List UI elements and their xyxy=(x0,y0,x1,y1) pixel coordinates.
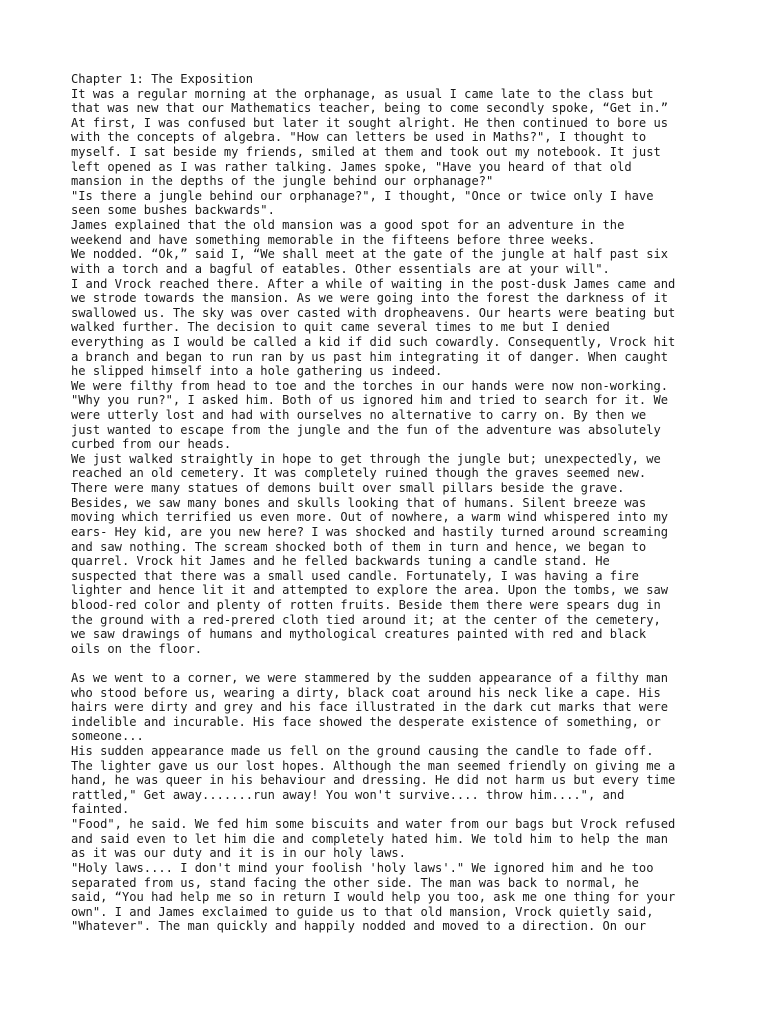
text-line: everything as I would be called a kid if did such cowardly. Consequently, Vrock hit xyxy=(71,334,676,349)
text-line: We were filthy from head to toe and the torches in our hands were now non-working. xyxy=(71,378,669,393)
text-line: a branch and began to run ran by us past him integrating it of danger. When caught xyxy=(71,349,669,364)
text-line: hand, he was queer in his behaviour and dressing. He did not harm us but every time xyxy=(71,773,676,788)
text-line: As we went to a corner, we were stammered by the sudden appearance of a filthy man xyxy=(71,670,669,685)
text-line: "Is there a jungle behind our orphanage?", I thought, "Once or twice only I have xyxy=(71,188,654,203)
text-line: quarrel. Vrock hit James and he felled backwards tuning a candle stand. He xyxy=(71,554,610,569)
text-line: that was new that our Mathematics teacher, being to come secondly spoke, “Get in.” xyxy=(71,101,669,116)
text-line: curbed from our heads. xyxy=(71,437,232,452)
text-line: rattled," Get away.......run away! You won't survive.... throw him....", and xyxy=(71,787,625,802)
text-line: hairs were dirty and grey and his face illustrated in the dark cut marks that were xyxy=(71,700,669,715)
text-line: suspected that there was a small used candle. Fortunately, I was having a fire xyxy=(71,568,639,583)
text-line: and said even to let him die and completely hated him. We told him to help the man xyxy=(71,831,669,846)
text-line: indelible and incurable. His face showed the desperate existence of something, or xyxy=(71,714,661,729)
text-line: It was a regular morning at the orphanage, as usual I came late to the class but xyxy=(71,86,654,101)
text-line: "Holy laws.... I don't mind your foolish 'holy laws'." We ignored him and he too xyxy=(71,860,654,875)
text-line: seen some bushes backwards". xyxy=(71,203,275,218)
text-line: "Why you run?", I asked him. Both of us ignored him and tried to search for it. We xyxy=(71,393,669,408)
text-line: we strode towards the mansion. As we were going into the forest the darkness of it xyxy=(71,291,669,306)
text-line: blood-red color and plenty of rotten fruits. Beside them there were spears dug in xyxy=(71,597,661,612)
text-line: fainted. xyxy=(71,802,130,817)
text-line: separated from us, stand facing the other side. The man was back to normal, he xyxy=(71,875,639,890)
text-line: mansion in the depths of the jungle behind our orphanage?" xyxy=(71,174,494,189)
text-line: "Whatever". The man quickly and happily nodded and moved to a direction. On our xyxy=(71,919,647,934)
text-line: oils on the floor. xyxy=(71,641,203,656)
text-line: reached an old cemetery. It was completely ruined though the graves seemed new. xyxy=(71,466,647,481)
text-line: weekend and have something memorable in the fifteens before three weeks. xyxy=(71,232,596,247)
text-line: and saw nothing. The scream shocked both of them in turn and hence, we began to xyxy=(71,539,647,554)
text-line: with the concepts of algebra. "How can letters be used in Maths?", I thought to xyxy=(71,130,647,145)
text-line: The lighter gave us our lost hopes. Although the man seemed friendly on giving me a xyxy=(71,758,676,773)
paragraph-gap xyxy=(71,656,711,671)
text-line: James explained that the old mansion was a good spot for an adventure in the xyxy=(71,218,625,233)
chapter-text xyxy=(71,72,711,934)
text-line: We just walked straightly in hope to get through the jungle but; unexpectedly, we xyxy=(71,451,661,466)
text-line: ears- Hey kid, are you new here? I was shocked and hastily turned around screaming xyxy=(71,524,669,539)
text-line: were utterly lost and had with ourselves no alternative to carry on. By then we xyxy=(71,408,647,423)
text-line: His sudden appearance made us fell on the ground causing the candle to fade off. xyxy=(71,744,654,759)
text-line: Besides, we saw many bones and skulls looking that of humans. Silent breeze was xyxy=(71,495,647,510)
text-line: lighter and hence lit it and attempted to explore the area. Upon the tombs, we saw xyxy=(71,583,669,598)
text-line: walked further. The decision to quit came several times to me but I denied xyxy=(71,320,610,335)
text-line: someone... xyxy=(71,729,144,744)
text-line: own". I and James exclaimed to guide us to that old mansion, Vrock quietly said, xyxy=(71,904,654,919)
text-line: myself. I sat beside my friends, smiled at them and took out my notebook. It just xyxy=(71,145,661,160)
text-line: moving which terrified us even more. Out of nowhere, a warm wind whispered into my xyxy=(71,510,669,525)
text-line: as it was our duty and it is in our holy laws. xyxy=(71,846,406,861)
text-line: we saw drawings of humans and mythological creatures painted with red and black xyxy=(71,627,647,642)
text-line: "Food", he said. We fed him some biscuits and water from our bags but Vrock refused xyxy=(71,817,676,832)
text-line: the ground with a red-prered cloth tied around it; at the center of the cemetery, xyxy=(71,612,661,627)
chapter-title: Chapter 1: The Exposition xyxy=(71,72,254,86)
text-line: There were many statues of demons built over small pillars beside the grave. xyxy=(71,481,625,496)
text-line: At first, I was confused but later it sought alright. He then continued to bore us xyxy=(71,115,669,130)
text-line: We nodded. “Ok,” said I, “We shall meet at the gate of the jungle at half past six xyxy=(71,247,669,262)
text-line: who stood before us, wearing a dirty, black coat around his neck like a cape. His xyxy=(71,685,661,700)
text-line: left opened as I was rather talking. James spoke, "Have you heard of that old xyxy=(71,159,632,174)
text-line: just wanted to escape from the jungle and the fun of the adventure was absolutely xyxy=(71,422,661,437)
text-line: swallowed us. The sky was over casted with dropheavens. Our hearts were beating but xyxy=(71,305,676,320)
text-line: he slipped himself into a hole gathering us indeed. xyxy=(71,364,443,379)
text-line: said, “You had help me so in return I would help you too, ask me one thing for your xyxy=(71,890,676,905)
text-line: with a torch and a bagful of eatables. Other essentials are at your will". xyxy=(71,261,610,276)
text-line: I and Vrock reached there. After a while of waiting in the post-dusk James came and xyxy=(71,276,676,291)
